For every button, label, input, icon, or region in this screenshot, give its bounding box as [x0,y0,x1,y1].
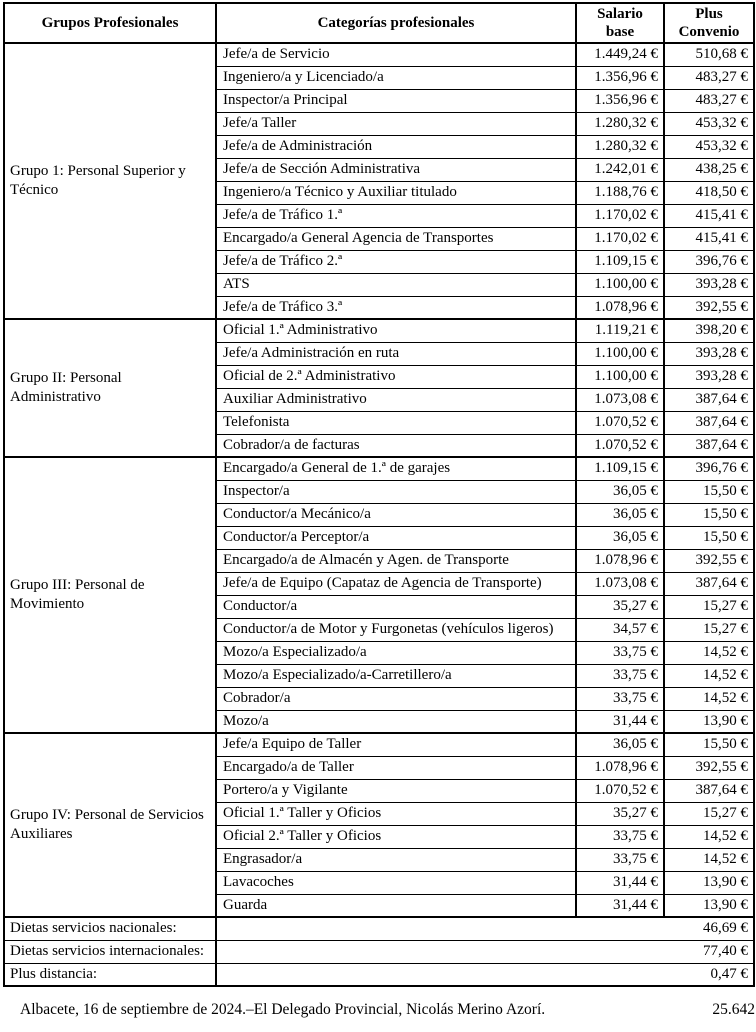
salary-base-cell: 31,44 € [576,894,664,917]
category-cell: Ingeniero/a y Licenciado/a [216,66,576,89]
category-cell: Jefe/a de Tráfico 2.ª [216,250,576,273]
plus-convenio-cell: 438,25 € [664,158,754,181]
plus-convenio-cell: 387,64 € [664,411,754,434]
category-cell: Oficial 1.ª Administrativo [216,319,576,342]
extra-row [4,917,754,940]
category-cell: Jefe/a de Servicio [216,43,576,66]
document-page [0,2,756,1032]
salary-base-cell: 1.356,96 € [576,66,664,89]
extra-value-cell: 77,40 € [216,940,754,963]
plus-convenio-cell: 398,20 € [664,319,754,342]
salary-base-cell: 36,05 € [576,526,664,549]
header-salario-base: Salario base [576,3,664,43]
plus-convenio-cell: 483,27 € [664,66,754,89]
plus-convenio-cell: 387,64 € [664,572,754,595]
plus-convenio-cell: 15,50 € [664,526,754,549]
extra-label-cell: Plus distancia: [4,963,216,986]
plus-convenio-cell: 15,50 € [664,733,754,756]
category-cell: Encargado/a General de 1.ª de garajes [216,457,576,480]
category-cell: Mozo/a Especializado/a-Carretillero/a [216,664,576,687]
salary-base-cell: 33,75 € [576,687,664,710]
salary-base-cell: 31,44 € [576,710,664,733]
footer-signature: Albacete, 16 de septiembre de 2024.–El Delegado Provincial, Nicolás Merino Azorí. [20,1001,546,1018]
salary-base-cell: 1.188,76 € [576,181,664,204]
salary-base-cell: 1.100,00 € [576,365,664,388]
plus-convenio-cell: 483,27 € [664,89,754,112]
plus-convenio-cell: 13,90 € [664,710,754,733]
plus-convenio-cell: 15,27 € [664,595,754,618]
salary-base-cell: 1.070,52 € [576,779,664,802]
category-cell: Engrasador/a [216,848,576,871]
category-cell: Jefe/a de Sección Administrativa [216,158,576,181]
plus-convenio-cell: 392,55 € [664,549,754,572]
salary-base-cell: 1.073,08 € [576,388,664,411]
plus-convenio-cell: 453,32 € [664,135,754,158]
wage-table [3,2,755,987]
plus-convenio-cell: 15,50 € [664,503,754,526]
plus-convenio-cell: 418,50 € [664,181,754,204]
plus-convenio-cell: 393,28 € [664,365,754,388]
group-cell: Grupo III: Personal de Movimiento [4,457,216,733]
plus-convenio-cell: 415,41 € [664,227,754,250]
category-cell: Jefe/a de Administración [216,135,576,158]
extra-label-cell: Dietas servicios internacionales: [4,940,216,963]
plus-convenio-cell: 14,52 € [664,848,754,871]
header-categorias: Categorías profesionales [216,3,576,43]
table-row [4,457,754,480]
salary-base-cell: 1.170,02 € [576,204,664,227]
salary-base-cell: 1.119,21 € [576,319,664,342]
salary-base-cell: 1.078,96 € [576,296,664,319]
extra-label-cell: Dietas servicios nacionales: [4,917,216,940]
category-cell: Mozo/a [216,710,576,733]
plus-convenio-cell: 415,41 € [664,204,754,227]
category-cell: Encargado/a de Almacén y Agen. de Transporte [216,549,576,572]
category-cell: Oficial 1.ª Taller y Oficios [216,802,576,825]
salary-base-cell: 35,27 € [576,802,664,825]
plus-convenio-cell: 14,52 € [664,825,754,848]
table-row [4,319,754,342]
plus-convenio-cell: 387,64 € [664,434,754,457]
table-row [4,733,754,756]
salary-base-cell: 1.356,96 € [576,89,664,112]
category-cell: Jefe/a de Tráfico 3.ª [216,296,576,319]
footer-line [0,1001,756,1019]
salary-base-cell: 1.109,15 € [576,457,664,480]
category-cell: Lavacoches [216,871,576,894]
header-plus-convenio: Plus Convenio [664,3,754,43]
group-cell: Grupo 1: Personal Superior y Técnico [4,43,216,319]
category-cell: Ingeniero/a Técnico y Auxiliar titulado [216,181,576,204]
salary-base-cell: 1.078,96 € [576,549,664,572]
category-cell: Mozo/a Especializado/a [216,641,576,664]
salary-base-cell: 33,75 € [576,825,664,848]
salary-base-cell: 1.280,32 € [576,112,664,135]
plus-convenio-cell: 14,52 € [664,687,754,710]
category-cell: Conductor/a de Motor y Furgonetas (vehículos ligeros) [216,618,576,641]
plus-convenio-cell: 396,76 € [664,457,754,480]
plus-convenio-cell: 15,50 € [664,480,754,503]
category-cell: Jefe/a de Equipo (Capataz de Agencia de Transporte) [216,572,576,595]
category-cell: Oficial de 2.ª Administrativo [216,365,576,388]
header-grupos: Grupos Profesionales [4,3,216,43]
plus-convenio-cell: 453,32 € [664,112,754,135]
salary-base-cell: 1.109,15 € [576,250,664,273]
salary-base-cell: 1.070,52 € [576,411,664,434]
salary-base-cell: 1.100,00 € [576,342,664,365]
category-cell: Jefe/a de Tráfico 1.ª [216,204,576,227]
footer-reference-number: 25.642 [712,1001,755,1018]
salary-base-cell: 1.170,02 € [576,227,664,250]
plus-convenio-cell: 510,68 € [664,43,754,66]
salary-base-cell: 36,05 € [576,503,664,526]
extra-value-cell: 46,69 € [216,917,754,940]
plus-convenio-cell: 392,55 € [664,756,754,779]
plus-convenio-cell: 14,52 € [664,641,754,664]
plus-convenio-cell: 14,52 € [664,664,754,687]
category-cell: Auxiliar Administrativo [216,388,576,411]
category-cell: Encargado/a de Taller [216,756,576,779]
category-cell: Conductor/a Mecánico/a [216,503,576,526]
category-cell: Cobrador/a de facturas [216,434,576,457]
plus-convenio-cell: 393,28 € [664,273,754,296]
extra-value-cell: 0,47 € [216,963,754,986]
salary-base-cell: 35,27 € [576,595,664,618]
salary-base-cell: 36,05 € [576,733,664,756]
category-cell: Telefonista [216,411,576,434]
category-cell: Portero/a y Vigilante [216,779,576,802]
salary-base-cell: 1.242,01 € [576,158,664,181]
plus-convenio-cell: 13,90 € [664,871,754,894]
header-row [4,3,754,43]
salary-base-cell: 31,44 € [576,871,664,894]
category-cell: Inspector/a [216,480,576,503]
category-cell: Encargado/a General Agencia de Transportes [216,227,576,250]
plus-convenio-cell: 396,76 € [664,250,754,273]
salary-base-cell: 1.070,52 € [576,434,664,457]
category-cell: Jefe/a Taller [216,112,576,135]
salary-base-cell: 1.078,96 € [576,756,664,779]
category-cell: Conductor/a Perceptor/a [216,526,576,549]
category-cell: Oficial 2.ª Taller y Oficios [216,825,576,848]
plus-convenio-cell: 13,90 € [664,894,754,917]
category-cell: Inspector/a Principal [216,89,576,112]
group-cell: Grupo IV: Personal de Servicios Auxiliares [4,733,216,917]
salary-base-cell: 33,75 € [576,664,664,687]
table-row [4,43,754,66]
salary-base-cell: 33,75 € [576,848,664,871]
category-cell: Guarda [216,894,576,917]
salary-base-cell: 1.449,24 € [576,43,664,66]
category-cell: Conductor/a [216,595,576,618]
category-cell: Cobrador/a [216,687,576,710]
plus-convenio-cell: 387,64 € [664,779,754,802]
extra-row [4,963,754,986]
table-body [4,43,754,986]
plus-convenio-cell: 393,28 € [664,342,754,365]
extra-row [4,940,754,963]
salary-base-cell: 1.100,00 € [576,273,664,296]
category-cell: Jefe/a Equipo de Taller [216,733,576,756]
salary-base-cell: 1.073,08 € [576,572,664,595]
category-cell: ATS [216,273,576,296]
category-cell: Jefe/a Administración en ruta [216,342,576,365]
salary-base-cell: 1.280,32 € [576,135,664,158]
salary-base-cell: 34,57 € [576,618,664,641]
plus-convenio-cell: 15,27 € [664,618,754,641]
salary-base-cell: 36,05 € [576,480,664,503]
plus-convenio-cell: 15,27 € [664,802,754,825]
plus-convenio-cell: 392,55 € [664,296,754,319]
plus-convenio-cell: 387,64 € [664,388,754,411]
table-header [4,3,754,43]
group-cell: Grupo II: Personal Administrativo [4,319,216,457]
salary-base-cell: 33,75 € [576,641,664,664]
